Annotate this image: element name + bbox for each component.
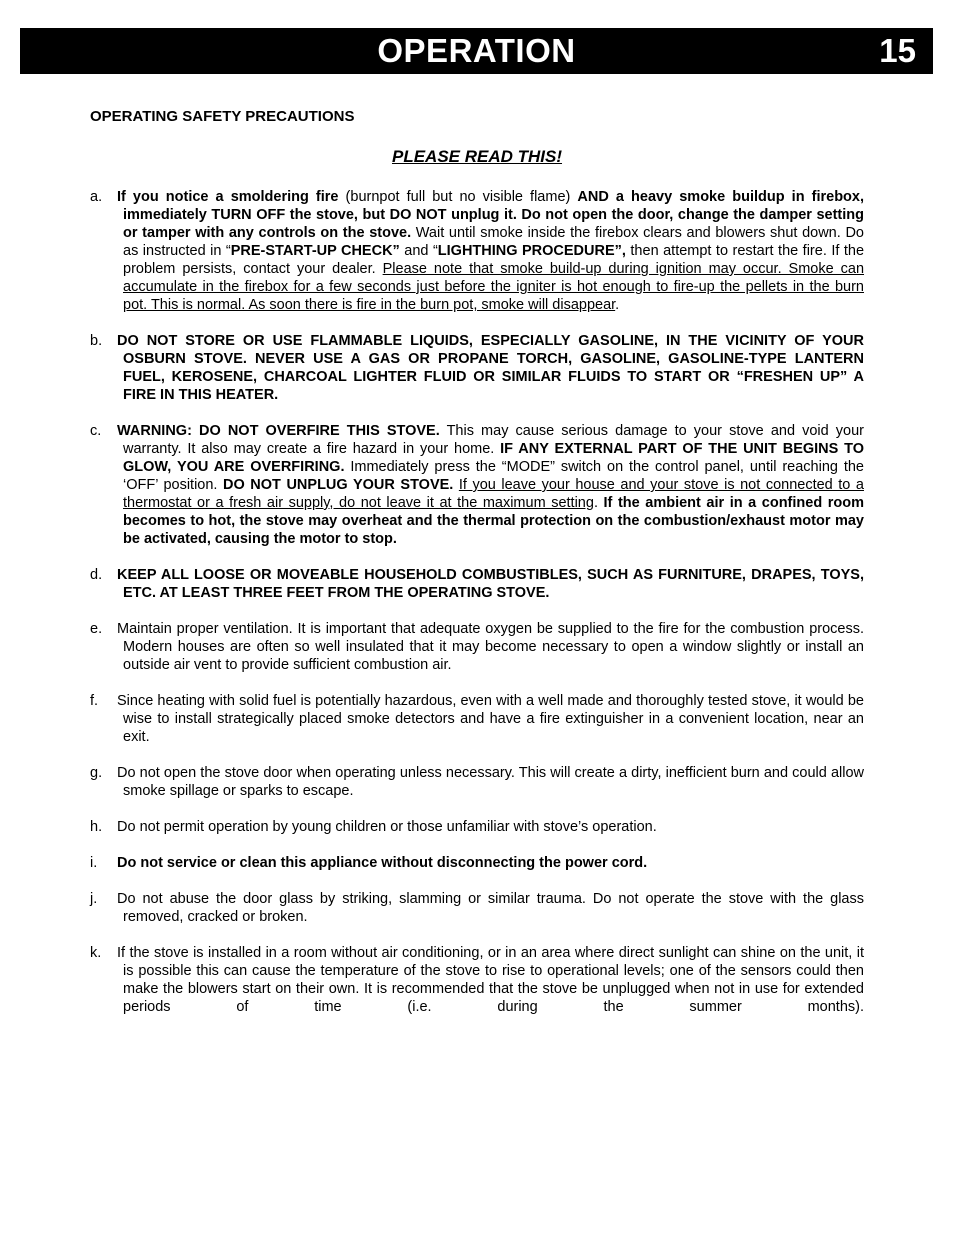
item-text: Do not abuse the door glass by striking, slamming or similar trauma. Do not operate the stove with the glass removed, cracked or broken. — [117, 891, 864, 925]
page-number: 15 — [879, 32, 916, 69]
section-title: OPERATING SAFETY PRECAUTIONS — [90, 108, 355, 125]
item-text: Do not open the stove door when operating unless necessary. This will create a dirty, inefficient burn and could allow smoke spillage or sparks to escape. — [117, 765, 864, 799]
item-text-bold: KEEP ALL LOOSE OR MOVEABLE HOUSEHOLD COMBUSTIBLES, SUCH AS FURNITURE, DRAPES, TOYS, ETC. AT LEAST THREE FEET FROM THE OPERATING STOVE. — [117, 567, 864, 601]
list-item-c — [90, 422, 864, 548]
item-text-bold: DO NOT STORE OR USE FLAMMABLE LIQUIDS, ESPECIALLY GASOLINE, IN THE VICINITY OF YOUR OSBURN STOVE. NEVER USE A GAS OR PROPANE TORCH, GASOLINE, GASOLINE-TYPE LANTERN FUEL, KEROSENE, CHARCOAL LIGHTER FLUID OR SIMILAR FLUIDS TO START OR “FRESHEN UP” A FIRE IN THIS HEATER. — [117, 333, 864, 403]
item-letter: d. — [90, 567, 103, 583]
item-text-underlined: If you leave your house and your stove is not connected to a thermostat or a fresh air supply, do not leave it at the maximum setting — [123, 477, 864, 511]
item-letter: a. — [90, 189, 103, 205]
item-letter: f. — [90, 693, 99, 709]
list-item-b — [90, 332, 864, 404]
item-text-bold: DO NOT UNPLUG YOUR STOVE. — [223, 477, 454, 493]
page-title: OPERATION — [377, 32, 576, 69]
please-read-callout: PLEASE READ THIS! — [391, 147, 563, 166]
list-item-h — [90, 818, 864, 836]
item-letter: h. — [90, 819, 103, 835]
item-text-bold: IF ANY EXTERNAL PART OF THE UNIT BEGINS TO GLOW, YOU ARE OVERFIRING. — [123, 441, 864, 475]
item-text: Immediately press the “MODE” switch on the control panel, until reaching the ‘OFF’ position. — [123, 459, 864, 493]
item-letter: i. — [90, 855, 98, 871]
list-item-a — [90, 188, 864, 314]
list-item-j — [90, 890, 864, 926]
item-letter: b. — [90, 333, 103, 349]
item-text: This may cause serious damage to your stove and void your warranty. It also may create a fire hazard in your home. — [123, 423, 864, 457]
item-letter: g. — [90, 765, 103, 781]
list-item-d — [90, 566, 864, 602]
item-text: . — [615, 297, 620, 313]
item-letter: c. — [90, 423, 102, 439]
list-item-i — [90, 854, 864, 872]
list-item-f — [90, 692, 864, 746]
item-text: then attempt to restart the fire. If the problem persists, contact your dealer. — [123, 243, 865, 277]
item-text-bold: AND a heavy smoke buildup in firebox, immediately TURN OFF the stove, but DO NOT unplug it. Do not open the door, change the damper setting or tamper with any controls on the stove. — [123, 189, 864, 241]
item-text: Since heating with solid fuel is potentially hazardous, even with a well made and thoroughly tested stove, it would be wise to install strategically placed smoke detectors and have a fire extinguisher in a convenient location, near an exit. — [117, 693, 864, 745]
precautions-list — [90, 188, 864, 1034]
item-text-underlined: Please note that smoke build-up during ignition may occur. Smoke can accumulate in the firebox for a few seconds just before the igniter is hot enough to fire-up the pellets in the burn pot. This is normal. As soon there is fire in the burn pot, smoke will disappear — [123, 261, 865, 313]
item-text: Do not permit operation by young children or those unfamiliar with stove’s operation. — [117, 819, 657, 835]
item-text: . — [593, 495, 604, 511]
item-text: If the stove is installed in a room without air conditioning, or in an area where direct sunlight can shine on the unit, it is possible this can cause the temperature of the stove to rise to operational levels; one of the sensors could then make the blowers start on their own. It is recommended that the stove be unplugged when not in use for extended periods of time (i.e. during the summer months). — [117, 945, 864, 1015]
page-header — [20, 28, 933, 74]
item-text-bold: If you notice a smoldering fire — [117, 189, 339, 205]
item-text: Wait until smoke inside the firebox clears and blowers shut down. Do as instructed in “ — [123, 225, 864, 259]
list-item-k — [90, 944, 864, 1016]
item-text-bold: If the ambient air in a confined room becomes to hot, the stove may overheat and the thermal protection on the combustion/exhaust motor may be activated, causing the motor to stop. — [123, 495, 864, 547]
item-text-bold: LIGHTHING PROCEDURE”, — [437, 243, 626, 259]
item-letter: e. — [90, 621, 103, 637]
list-item-e — [90, 620, 864, 674]
item-text: Maintain proper ventilation. It is important that adequate oxygen be supplied to the fire for the combustion process. Modern houses are often so well insulated that it may become necessary to open a window slightly or install an outside air vent to provide sufficient combustion air. — [117, 621, 864, 673]
item-text-bold: PRE-START-UP CHECK” — [230, 243, 400, 259]
item-text: (burnpot full but no visible flame) — [338, 189, 578, 205]
item-text: and “ — [399, 243, 438, 259]
list-item-g — [90, 764, 864, 800]
item-text-bold: Do not service or clean this appliance without disconnecting the power cord. — [117, 855, 648, 871]
item-letter: j. — [90, 891, 98, 907]
item-text-bold: WARNING: DO NOT OVERFIRE THIS STOVE. — [117, 423, 440, 439]
item-letter: k. — [90, 945, 102, 961]
